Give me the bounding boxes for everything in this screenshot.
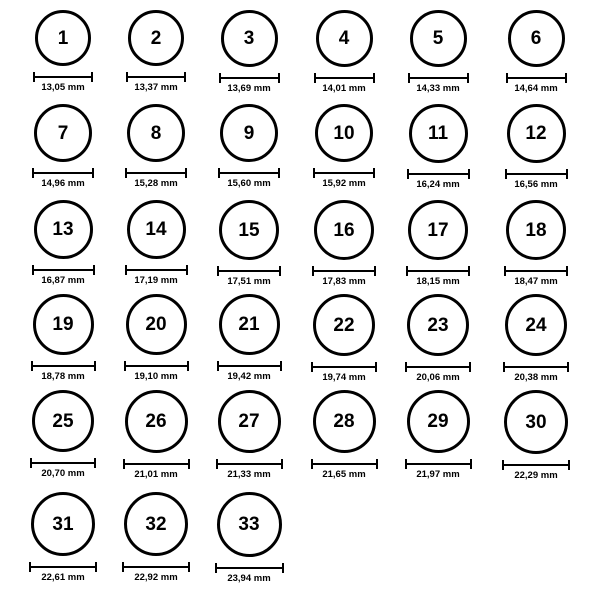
measure-tick-left xyxy=(502,460,504,470)
measure-line xyxy=(405,366,471,368)
measure-line xyxy=(122,566,190,568)
ring-circle xyxy=(316,10,373,67)
measure-tick-left xyxy=(30,458,32,468)
measure-line xyxy=(506,77,567,79)
ring-size-number: 18 xyxy=(525,219,547,241)
ring-size-number: 23 xyxy=(427,314,449,336)
measure-tick-left xyxy=(125,265,127,275)
diameter-label: 19,10 mm xyxy=(134,371,178,382)
ring-circle xyxy=(31,492,95,556)
ring-size-cell xyxy=(110,10,202,93)
diameter-measure-bar xyxy=(125,168,187,177)
measure-tick-left xyxy=(33,72,35,82)
diameter-label: 18,47 mm xyxy=(514,276,558,287)
ring-size-cell xyxy=(17,10,109,93)
ring-circle xyxy=(218,390,281,453)
measure-line xyxy=(406,270,470,272)
ring-size-number: 30 xyxy=(525,411,547,433)
diameter-label: 13,05 mm xyxy=(41,82,85,93)
measure-line xyxy=(33,76,93,78)
ring-size-cell xyxy=(110,104,202,189)
ring-size-number: 7 xyxy=(57,122,69,144)
ring-circle xyxy=(35,10,91,66)
ring-size-cell xyxy=(17,104,109,189)
measure-line xyxy=(219,77,280,79)
ring-size-number: 9 xyxy=(243,122,255,144)
ring-size-cell xyxy=(490,104,582,190)
measure-tick-left xyxy=(216,459,218,469)
ring-size-number: 29 xyxy=(427,411,449,432)
ring-size-number: 2 xyxy=(150,27,162,49)
ring-size-number: 31 xyxy=(52,513,74,535)
measure-line xyxy=(125,269,188,271)
measure-tick-right xyxy=(279,266,281,276)
measure-line xyxy=(126,76,186,78)
measure-line xyxy=(314,77,375,79)
measure-tick-right xyxy=(468,266,470,276)
measure-tick-left xyxy=(503,362,505,372)
measure-tick-right xyxy=(467,73,469,83)
measure-tick-right xyxy=(94,458,96,468)
measure-line xyxy=(218,172,280,174)
measure-tick-right xyxy=(374,266,376,276)
measure-tick-left xyxy=(407,169,409,179)
diameter-label: 23,94 mm xyxy=(227,573,271,584)
diameter-measure-bar xyxy=(31,361,96,370)
measure-line xyxy=(503,366,569,368)
ring-circle xyxy=(221,10,278,67)
ring-size-number: 22 xyxy=(333,314,355,336)
measure-tick-right xyxy=(185,168,187,178)
diameter-measure-bar xyxy=(405,362,471,371)
diameter-measure-bar xyxy=(123,459,190,468)
ring-size-number: 4 xyxy=(338,28,350,49)
diameter-label: 21,33 mm xyxy=(227,469,271,480)
diameter-label: 15,60 mm xyxy=(227,178,271,189)
diameter-label: 20,06 mm xyxy=(416,372,460,383)
measure-tick-right xyxy=(468,169,470,179)
ring-size-cell xyxy=(392,200,484,287)
diameter-measure-bar xyxy=(505,169,568,178)
ring-circle xyxy=(33,294,94,355)
ring-size-cell xyxy=(203,390,295,480)
diameter-label: 21,01 mm xyxy=(134,469,178,480)
ring-size-number: 12 xyxy=(525,123,547,144)
diameter-measure-bar xyxy=(405,459,472,468)
ring-size-cell xyxy=(110,390,202,480)
ring-size-number: 16 xyxy=(333,219,355,241)
ring-circle xyxy=(220,104,278,162)
diameter-measure-bar xyxy=(311,362,377,371)
ring-size-number: 17 xyxy=(427,219,449,241)
measure-line xyxy=(505,173,568,175)
measure-tick-right xyxy=(92,168,94,178)
diameter-measure-bar xyxy=(406,266,470,275)
measure-tick-right xyxy=(278,168,280,178)
ring-size-number: 14 xyxy=(145,219,167,240)
measure-tick-left xyxy=(506,73,508,83)
ring-size-number: 13 xyxy=(52,219,74,240)
ring-size-number: 26 xyxy=(145,411,167,432)
measure-tick-right xyxy=(567,362,569,372)
ring-circle xyxy=(407,294,469,356)
ring-size-number: 1 xyxy=(57,27,69,49)
ring-circle xyxy=(407,390,470,453)
measure-tick-left xyxy=(218,168,220,178)
measure-tick-left xyxy=(126,72,128,82)
diameter-measure-bar xyxy=(125,265,188,274)
diameter-measure-bar xyxy=(32,265,95,274)
measure-line xyxy=(123,463,190,465)
ring-size-cell xyxy=(203,492,295,584)
diameter-label: 21,97 mm xyxy=(416,469,460,480)
ring-circle xyxy=(125,390,188,453)
measure-tick-right xyxy=(376,459,378,469)
ring-circle xyxy=(507,104,566,163)
ring-circle xyxy=(410,10,467,67)
measure-tick-right xyxy=(282,563,284,573)
measure-line xyxy=(125,172,187,174)
measure-tick-right xyxy=(95,562,97,572)
ring-size-cell xyxy=(203,200,295,287)
diameter-label: 22,29 mm xyxy=(514,470,558,481)
diameter-measure-bar xyxy=(408,73,469,82)
ring-circle xyxy=(217,492,282,557)
measure-line xyxy=(217,270,281,272)
diameter-measure-bar xyxy=(217,266,281,275)
measure-line xyxy=(216,463,283,465)
ring-size-cell xyxy=(298,10,390,94)
measure-tick-left xyxy=(312,266,314,276)
ring-size-cell xyxy=(298,200,390,287)
ring-size-cell xyxy=(490,200,582,287)
ring-size-number: 33 xyxy=(238,514,260,535)
ring-circle xyxy=(505,294,567,356)
ring-circle xyxy=(315,104,373,162)
ring-circle xyxy=(34,200,93,259)
ring-circle xyxy=(32,390,94,452)
ring-size-number: 15 xyxy=(238,219,260,241)
diameter-measure-bar xyxy=(122,562,190,571)
diameter-measure-bar xyxy=(32,168,94,177)
diameter-label: 14,01 mm xyxy=(322,83,366,94)
diameter-measure-bar xyxy=(312,266,376,275)
measure-line xyxy=(311,463,378,465)
diameter-label: 16,87 mm xyxy=(41,275,85,286)
ring-circle xyxy=(409,104,468,163)
diameter-measure-bar xyxy=(124,361,189,370)
ring-size-number: 3 xyxy=(243,28,255,49)
ring-size-cell xyxy=(298,390,390,480)
measure-line xyxy=(32,172,94,174)
ring-circle xyxy=(219,294,280,355)
measure-tick-left xyxy=(406,266,408,276)
ring-circle xyxy=(128,10,184,66)
ring-size-cell xyxy=(490,390,582,481)
measure-tick-left xyxy=(217,266,219,276)
diameter-label: 14,96 mm xyxy=(41,178,85,189)
ring-size-number: 20 xyxy=(145,314,167,335)
ring-size-cell xyxy=(490,10,582,94)
measure-tick-left xyxy=(217,361,219,371)
diameter-measure-bar xyxy=(126,72,186,81)
measure-tick-left xyxy=(122,562,124,572)
measure-line xyxy=(504,270,568,272)
ring-circle xyxy=(313,390,376,453)
ring-size-cell xyxy=(298,294,390,383)
measure-line xyxy=(502,464,570,466)
measure-tick-right xyxy=(568,460,570,470)
diameter-measure-bar xyxy=(504,266,568,275)
measure-tick-right xyxy=(91,72,93,82)
ring-size-number: 25 xyxy=(52,410,74,432)
ring-size-cell xyxy=(110,200,202,286)
ring-size-cell xyxy=(203,10,295,94)
diameter-label: 17,83 mm xyxy=(322,276,366,287)
diameter-measure-bar xyxy=(218,168,280,177)
diameter-label: 14,33 mm xyxy=(416,83,460,94)
measure-tick-right xyxy=(281,459,283,469)
measure-line xyxy=(407,173,470,175)
measure-line xyxy=(313,172,375,174)
diameter-measure-bar xyxy=(33,72,93,81)
measure-tick-right xyxy=(469,362,471,372)
measure-tick-right xyxy=(187,361,189,371)
measure-line xyxy=(31,365,96,367)
diameter-label: 18,78 mm xyxy=(41,371,85,382)
ring-circle xyxy=(408,200,468,260)
diameter-label: 13,37 mm xyxy=(134,82,178,93)
measure-tick-left xyxy=(311,459,313,469)
diameter-label: 19,74 mm xyxy=(322,372,366,383)
measure-tick-right xyxy=(186,265,188,275)
measure-line xyxy=(215,567,284,569)
measure-tick-right xyxy=(565,73,567,83)
ring-circle xyxy=(504,390,568,454)
diameter-label: 22,61 mm xyxy=(41,572,85,583)
ring-circle xyxy=(34,104,92,162)
ring-size-number: 21 xyxy=(238,314,260,335)
ring-circle xyxy=(314,200,374,260)
ring-circle xyxy=(127,200,186,259)
diameter-measure-bar xyxy=(503,362,569,371)
measure-tick-right xyxy=(188,459,190,469)
diameter-measure-bar xyxy=(502,460,570,469)
diameter-label: 18,15 mm xyxy=(416,276,460,287)
measure-tick-right xyxy=(373,168,375,178)
diameter-label: 19,42 mm xyxy=(227,371,271,382)
ring-size-cell xyxy=(17,294,109,382)
diameter-measure-bar xyxy=(311,459,378,468)
diameter-label: 13,69 mm xyxy=(227,83,271,94)
measure-tick-right xyxy=(184,72,186,82)
ring-size-number: 11 xyxy=(427,123,449,144)
ring-size-cell xyxy=(490,294,582,383)
measure-tick-left xyxy=(408,73,410,83)
diameter-label: 15,92 mm xyxy=(322,178,366,189)
ring-circle xyxy=(508,10,565,67)
ring-circle xyxy=(219,200,279,260)
measure-tick-left xyxy=(32,168,34,178)
ring-size-cell xyxy=(17,492,109,583)
measure-tick-right xyxy=(94,361,96,371)
diameter-label: 21,65 mm xyxy=(322,469,366,480)
ring-circle xyxy=(124,492,188,556)
diameter-label: 15,28 mm xyxy=(134,178,178,189)
ring-size-cell xyxy=(392,294,484,383)
ring-size-cell xyxy=(203,104,295,189)
measure-line xyxy=(29,566,97,568)
measure-tick-right xyxy=(93,265,95,275)
measure-tick-left xyxy=(29,562,31,572)
ring-size-cell xyxy=(17,200,109,286)
diameter-label: 20,70 mm xyxy=(41,468,85,479)
measure-tick-left xyxy=(123,459,125,469)
measure-tick-right xyxy=(375,362,377,372)
diameter-label: 22,92 mm xyxy=(134,572,178,583)
ring-size-number: 32 xyxy=(145,513,167,535)
measure-line xyxy=(217,365,282,367)
measure-line xyxy=(32,269,95,271)
measure-tick-left xyxy=(125,168,127,178)
ring-circle xyxy=(313,294,375,356)
diameter-measure-bar xyxy=(313,168,375,177)
measure-tick-left xyxy=(124,361,126,371)
ring-size-number: 5 xyxy=(432,28,444,49)
diameter-label: 20,38 mm xyxy=(514,372,558,383)
ring-size-cell xyxy=(17,390,109,479)
ring-size-number: 27 xyxy=(238,411,260,432)
measure-tick-left xyxy=(405,459,407,469)
measure-tick-left xyxy=(314,73,316,83)
ring-size-cell xyxy=(298,104,390,189)
diameter-label: 14,64 mm xyxy=(514,83,558,94)
measure-line xyxy=(405,463,472,465)
diameter-measure-bar xyxy=(216,459,283,468)
ring-size-cell xyxy=(203,294,295,382)
diameter-label: 17,51 mm xyxy=(227,276,271,287)
measure-tick-left xyxy=(31,361,33,371)
ring-size-cell xyxy=(392,104,484,190)
diameter-measure-bar xyxy=(217,361,282,370)
measure-tick-left xyxy=(32,265,34,275)
ring-size-cell xyxy=(110,492,202,583)
ring-size-number: 24 xyxy=(525,314,547,336)
ring-size-cell xyxy=(392,390,484,480)
ring-size-number: 10 xyxy=(333,122,355,144)
measure-line xyxy=(312,270,376,272)
diameter-label: 16,56 mm xyxy=(514,179,558,190)
measure-tick-right xyxy=(373,73,375,83)
measure-tick-right xyxy=(188,562,190,572)
ring-size-number: 8 xyxy=(150,122,162,144)
ring-circle xyxy=(126,294,187,355)
ring-circle xyxy=(506,200,566,260)
measure-tick-right xyxy=(280,361,282,371)
ring-size-number: 6 xyxy=(530,28,542,49)
ring-size-cell xyxy=(110,294,202,382)
measure-line xyxy=(124,365,189,367)
measure-line xyxy=(311,366,377,368)
diameter-label: 17,19 mm xyxy=(134,275,178,286)
measure-tick-left xyxy=(311,362,313,372)
measure-tick-left xyxy=(504,266,506,276)
ring-size-number: 19 xyxy=(52,314,74,335)
measure-line xyxy=(30,462,96,464)
diameter-measure-bar xyxy=(30,458,96,467)
measure-tick-right xyxy=(470,459,472,469)
measure-tick-right xyxy=(566,169,568,179)
measure-tick-right xyxy=(566,266,568,276)
measure-tick-left xyxy=(313,168,315,178)
measure-tick-left xyxy=(505,169,507,179)
measure-line xyxy=(408,77,469,79)
diameter-label: 16,24 mm xyxy=(416,179,460,190)
measure-tick-left xyxy=(219,73,221,83)
measure-tick-left xyxy=(215,563,217,573)
ring-circle xyxy=(127,104,185,162)
diameter-measure-bar xyxy=(29,562,97,571)
diameter-measure-bar xyxy=(219,73,280,82)
ring-size-cell xyxy=(392,10,484,94)
diameter-measure-bar xyxy=(407,169,470,178)
measure-tick-left xyxy=(405,362,407,372)
diameter-measure-bar xyxy=(506,73,567,82)
diameter-measure-bar xyxy=(215,563,284,572)
ring-size-number: 28 xyxy=(333,411,355,432)
diameter-measure-bar xyxy=(314,73,375,82)
measure-tick-right xyxy=(278,73,280,83)
